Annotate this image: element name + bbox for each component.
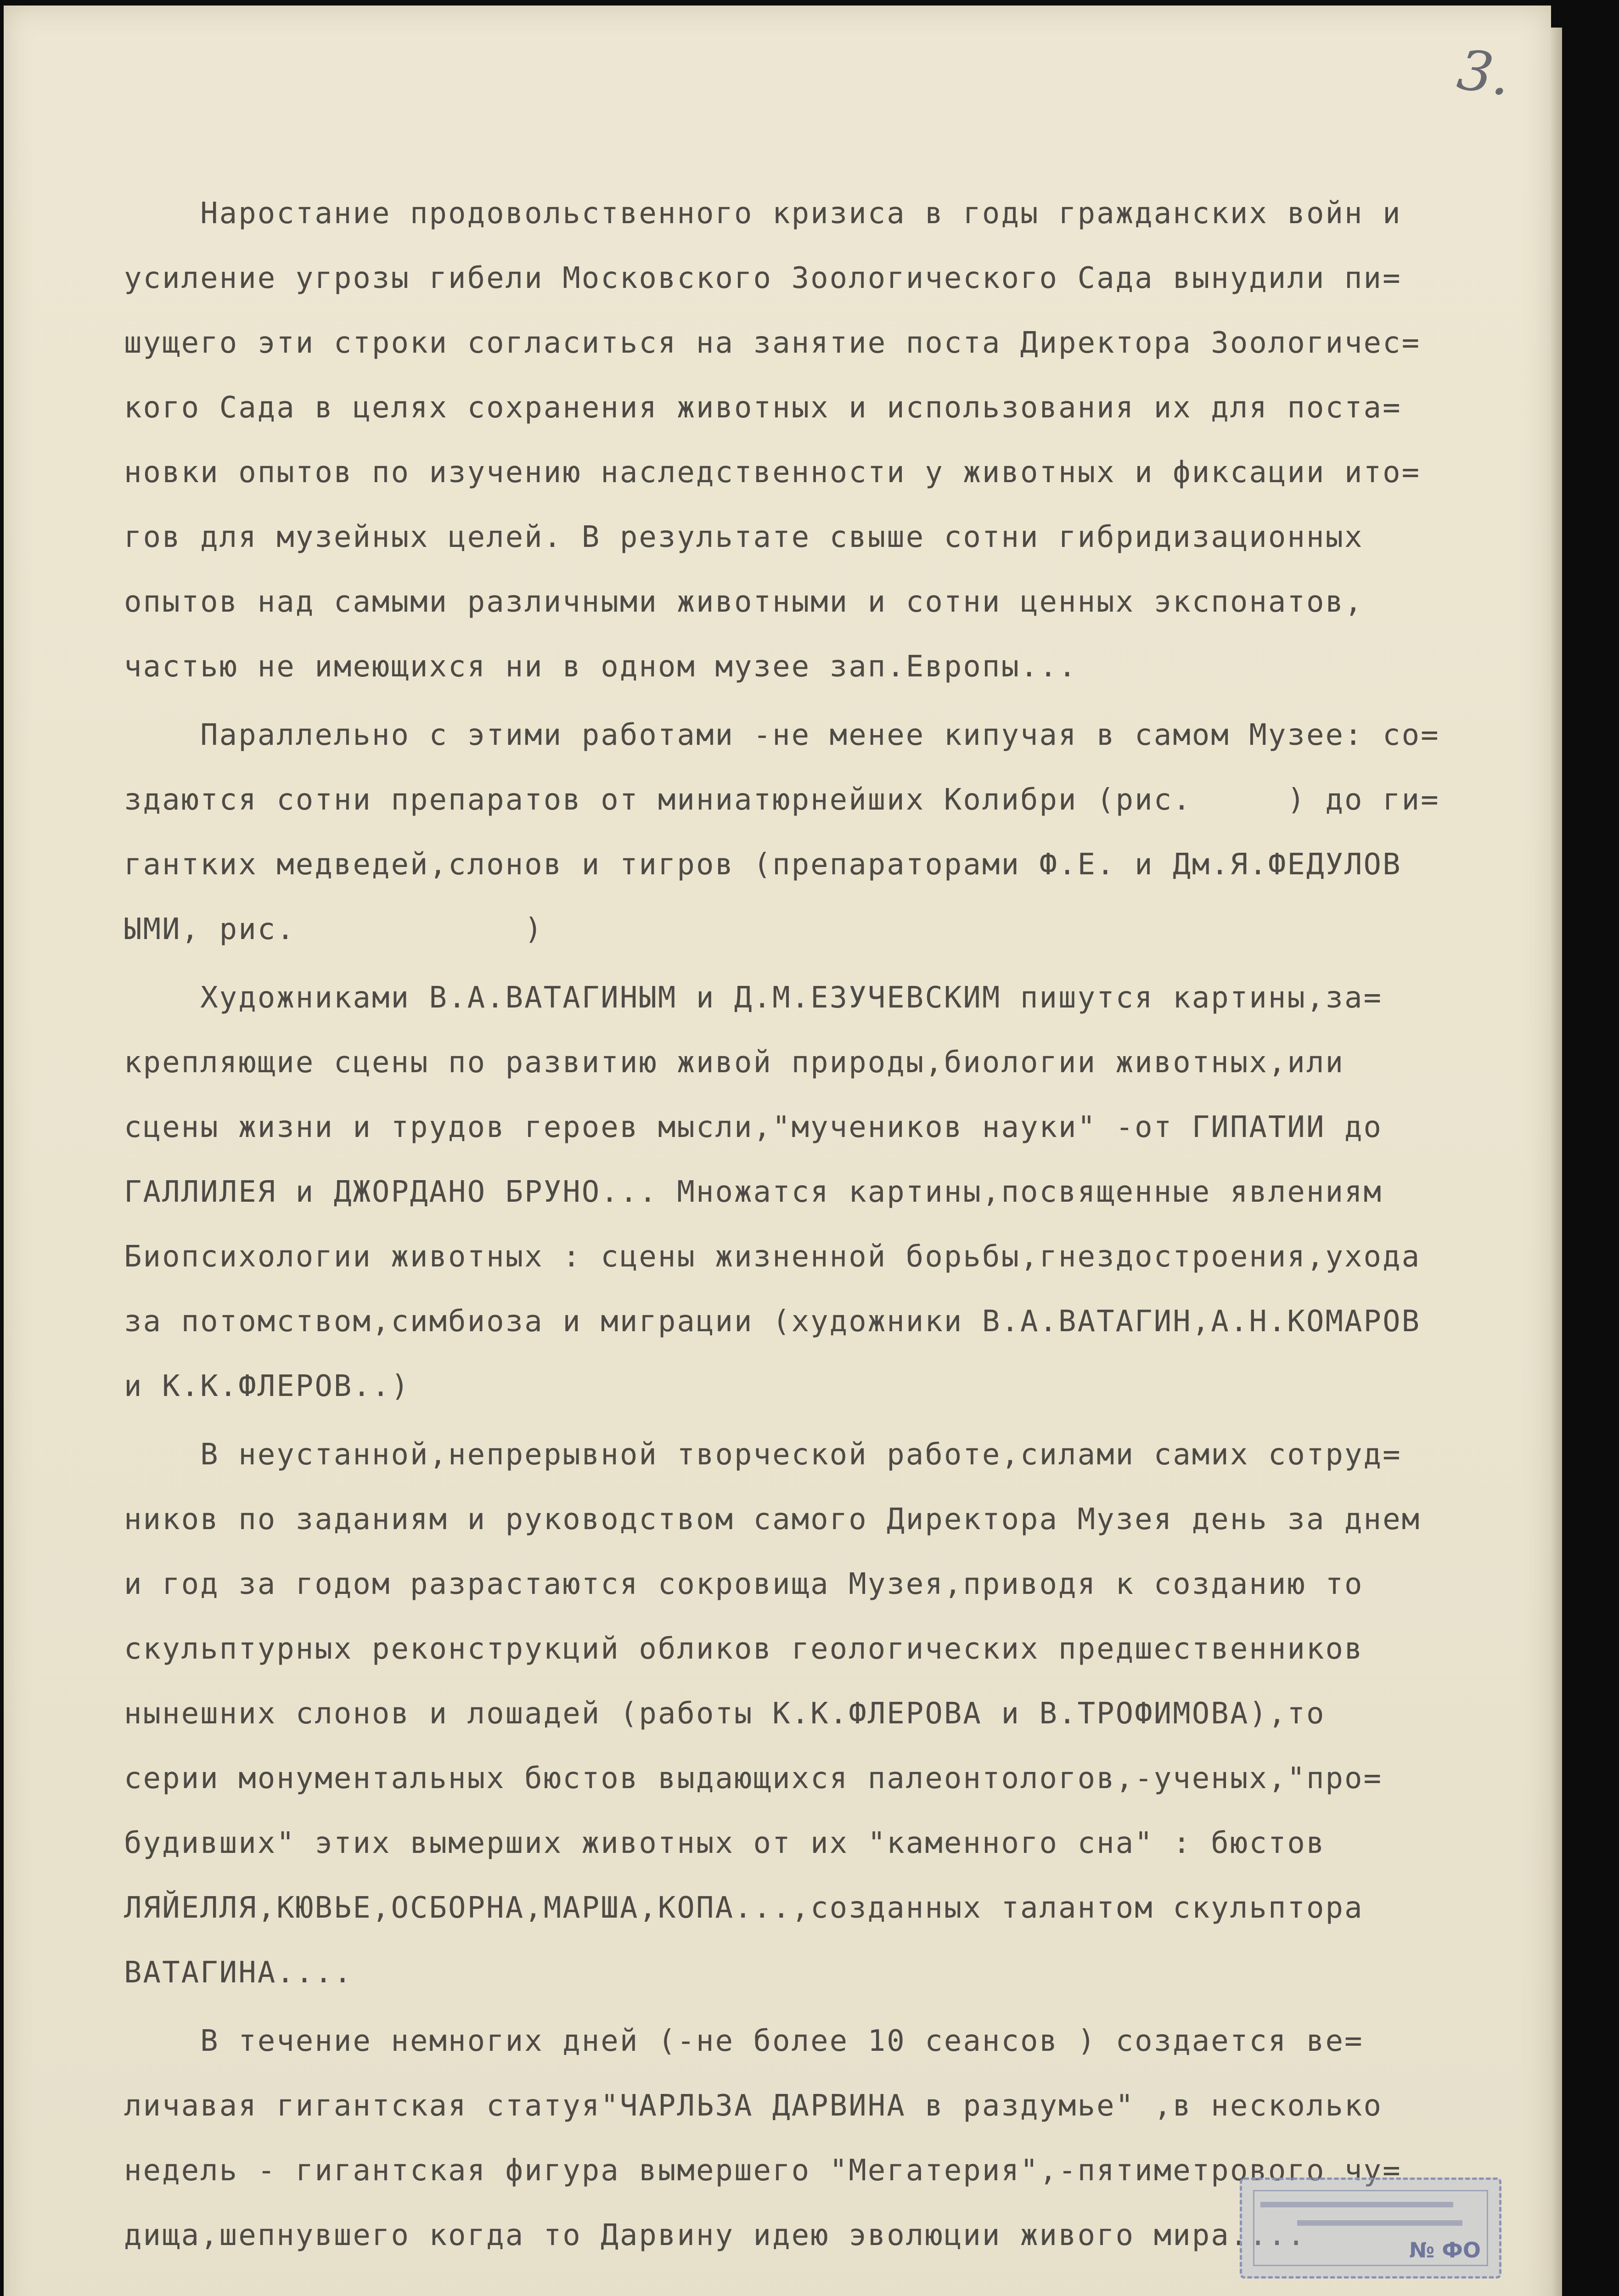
text-line: частью не имеющихся ни в одном музее зап.Европы... [124, 650, 1078, 684]
text-line: серии монументальных бюстов выдающихся палеонтологов,-ученых,"про= [124, 1761, 1383, 1795]
text-line: и К.К.ФЛЕРОВ..) [124, 1369, 410, 1403]
text-line: нынешних слонов и лошадей (работы К.К.ФЛЕРОВА и В.ТРОФИМОВА),то [124, 1697, 1326, 1731]
text-line: недель - гигантская фигура вымершего "Мегатерия",-пятиметрового чу= [124, 2154, 1402, 2188]
text-line: скульптурных реконструкций обликов геологических предшественников [124, 1632, 1364, 1666]
text-line: будивших" этих вымерших животных от их "каменного сна" : бюстов [124, 1826, 1326, 1860]
text-line: усиление угрозы гибели Московского Зоологического Сада вынудили пи= [124, 261, 1402, 295]
text-line: личавая гигантская статуя"ЧАРЛЬЗА ДАРВИНА в раздумье" ,в несколько [124, 2089, 1383, 2123]
text-line: Параллельно с этими работами -не менее кипучая в самом Музее: со= [124, 718, 1440, 752]
text-line: сцены жизни и трудов героев мысли,"мучеников науки" -от ГИПАТИИ до [124, 1110, 1383, 1144]
page-edge [1551, 28, 1562, 2296]
text-line: В течение немногих дней (-не более 10 сеансов ) создается ве= [124, 2024, 1364, 2058]
typewritten-text [124, 181, 1511, 2268]
text-line: В неустанной,непрерывной творческой работе,силами самих сотруд= [124, 1438, 1402, 1472]
text-line: ников по заданиям и руководством самого Директора Музея день за днем [124, 1503, 1421, 1536]
text-line: ЫМИ, рис. ) [124, 912, 544, 946]
text-line: крепляющие сцены по развитию живой природы,биологии животных,или [124, 1046, 1344, 1080]
text-line: гантких медведей,слонов и тигров (препараторами Ф.Е. и Дм.Я.ФЕДУЛОВ [124, 848, 1402, 882]
text-line: Наростание продовольственного кризиса в годы гражданских войн и [124, 197, 1402, 231]
text-line: ЛЯЙЕЛЛЯ,КЮВЬЕ,ОСБОРНА,МАРША,КОПА...,созданных талантом скульптора [124, 1891, 1364, 1925]
text-line: опытов над самыми различными животными и сотни ценных экспонатов, [124, 585, 1364, 619]
stamp-line [1260, 2202, 1453, 2207]
text-line: за потомством,симбиоза и миграции (художники В.А.ВАТАГИН,А.Н.КОМАРОВ [124, 1305, 1421, 1339]
text-line: здаются сотни препаратов от миниатюрнейших Колибри (рис. ) до ги= [124, 783, 1440, 817]
text-line: гов для музейных целей. В результате свыше сотни гибридизационных [124, 520, 1364, 554]
text-line: дища,шепнувшего когда то Дарвину идею эволюции живого мира.... [124, 2218, 1306, 2252]
page-number: 3. [1453, 38, 1515, 109]
text-line: ВАТАГИНА.... [124, 1956, 353, 1990]
text-line: шущего эти строки согласиться на занятие поста Директора Зоологичес= [124, 326, 1421, 360]
stamp-text: № ФО [1409, 2238, 1481, 2262]
text-line: Биопсихологии животных : сцены жизненной борьбы,гнездостроения,ухода [124, 1240, 1421, 1274]
archive-stamp [1240, 2178, 1501, 2279]
text-line: ГАЛЛИЛЕЯ и ДЖОРДАНО БРУНО... Множатся картины,посвященные явлениям [124, 1175, 1383, 1209]
text-line: новки опытов по изучению наследственности у животных и фиксации ито= [124, 456, 1421, 490]
text-line: и год за годом разрастаются сокровища Музея,приводя к созданию то [124, 1567, 1364, 1601]
text-line: Художниками В.А.ВАТАГИНЫМ и Д.М.ЕЗУЧЕВСКИМ пишутся картины,за= [124, 981, 1383, 1015]
text-line: кого Сада в целях сохранения животных и использования их для поста= [124, 391, 1402, 425]
stamp-line [1297, 2220, 1462, 2226]
